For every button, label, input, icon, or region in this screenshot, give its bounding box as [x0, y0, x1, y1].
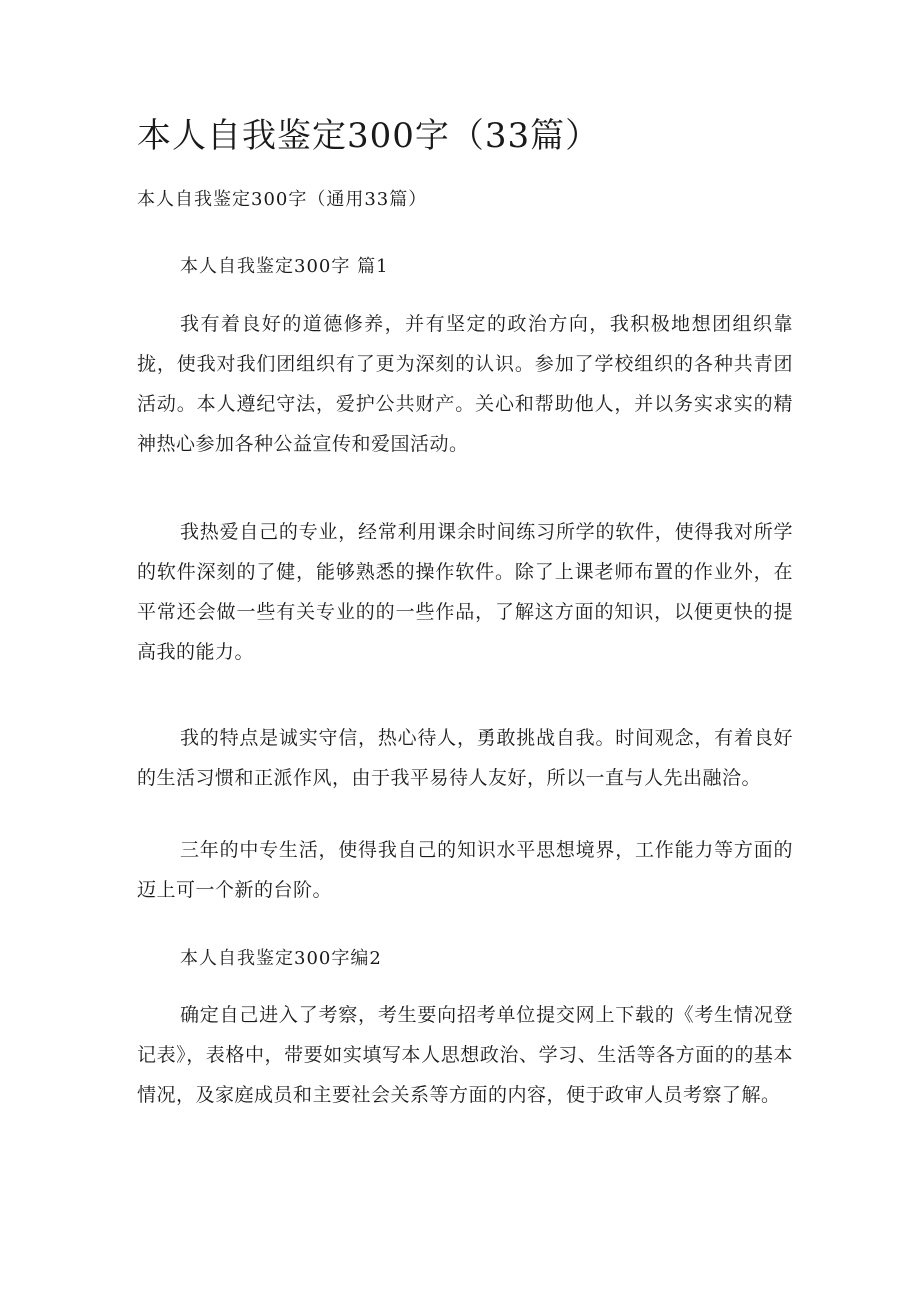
paragraph: 我有着良好的道德修养，并有坚定的政治方向，我积极地想团组织靠拢，使我对我们团组织有了更为深刻的认识。参加了学校组织的各种共青团活动。本人遵纪守法，爱护公共财产。关心和帮助他人，并以务实求实的精神热心参加各种公益宣传和爱国活动。	[137, 313, 793, 455]
section-heading-2: 本人自我鉴定300字编2	[180, 948, 382, 969]
section-heading-1: 本人自我鉴定300字 篇1	[180, 256, 389, 277]
paragraph: 我热爱自己的专业，经常利用课余时间练习所学的软件，使得我对所学的软件深刻的了健，能够熟悉的操作软件。除了上课老师布置的作业外，在平常还会做一些有关专业的的一些作品，了解这方面的知识，以便更快的提高我的能力。	[137, 521, 793, 663]
paragraph: 我的特点是诚实守信，热心待人，勇敢挑战自我。时间观念，有着良好的生活习惯和正派作风，由于我平易待人友好，所以一直与人先出融洽。	[137, 727, 793, 789]
document-title: 本人自我鉴定300字（33篇）	[137, 116, 601, 156]
paragraph: 三年的中专生活，使得我自己的知识水平思想境界，工作能力等方面的迈上可一个新的台阶。	[137, 839, 793, 901]
paragraph: 确定自己进入了考察，考生要向招考单位提交网上下载的《考生情况登记表》，表格中，带要如实填写本人思想政治、学习、生活等各方面的的基本情况，及家庭成员和主要社会关系等方面的内容，便于政审人员考察了解。	[137, 1004, 793, 1106]
document-subtitle: 本人自我鉴定300字（通用33篇）	[137, 189, 428, 210]
